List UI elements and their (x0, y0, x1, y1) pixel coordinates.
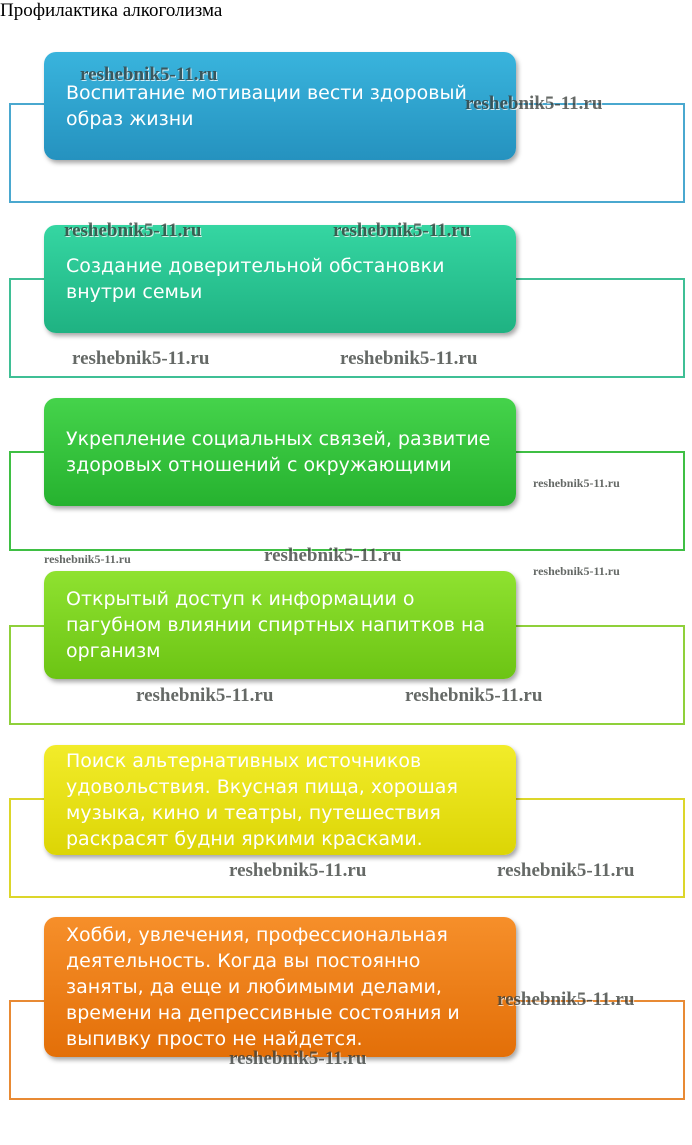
watermark: reshebnik5-11.ru (44, 552, 131, 566)
watermark: reshebnik5-11.ru (72, 348, 210, 369)
watermark: reshebnik5-11.ru (497, 989, 635, 1010)
step-text: Хобби, увлечения, профессиональная деятельность. Когда вы постоянно заняты, да еще и любимыми делами, времени на депрессивные состояния и выпивку просто не найдется. (66, 924, 460, 1050)
diagram-title: Профилактика алкоголизма (0, 0, 223, 21)
watermark: reshebnik5-11.ru (136, 685, 274, 706)
watermark: reshebnik5-11.ru (229, 1048, 367, 1069)
step-text: Воспитание мотивации вести здоровый образ жизни (66, 82, 467, 130)
watermark: reshebnik5-11.ru (497, 860, 635, 881)
watermark: reshebnik5-11.ru (405, 685, 543, 706)
watermark: reshebnik5-11.ru (264, 545, 402, 566)
step-card (44, 398, 516, 506)
step-card (44, 571, 516, 679)
watermark: reshebnik5-11.ru (340, 348, 478, 369)
watermark: reshebnik5-11.ru (80, 64, 218, 85)
step-text: Укрепление социальных связей, развитие здоровых отношений с окружающими (66, 428, 491, 476)
watermark: reshebnik5-11.ru (229, 860, 367, 881)
step-card (44, 745, 516, 855)
step-text: Открытый доступ к информации о пагубном влиянии спиртных напитков на организм (66, 588, 486, 662)
watermark: reshebnik5-11.ru (533, 564, 620, 578)
step-text: Поиск альтернативных источников удовольствия. Вкусная пища, хорошая музыка, кино и театры, путешествия раскрасят будни яркими красками. (66, 750, 458, 850)
step-text: Создание доверительной обстановки внутри семьи (66, 255, 445, 303)
watermark: reshebnik5-11.ru (533, 476, 620, 490)
watermark: reshebnik5-11.ru (333, 220, 471, 241)
watermark: reshebnik5-11.ru (465, 93, 603, 114)
step-card (44, 917, 516, 1057)
watermark: reshebnik5-11.ru (64, 220, 202, 241)
